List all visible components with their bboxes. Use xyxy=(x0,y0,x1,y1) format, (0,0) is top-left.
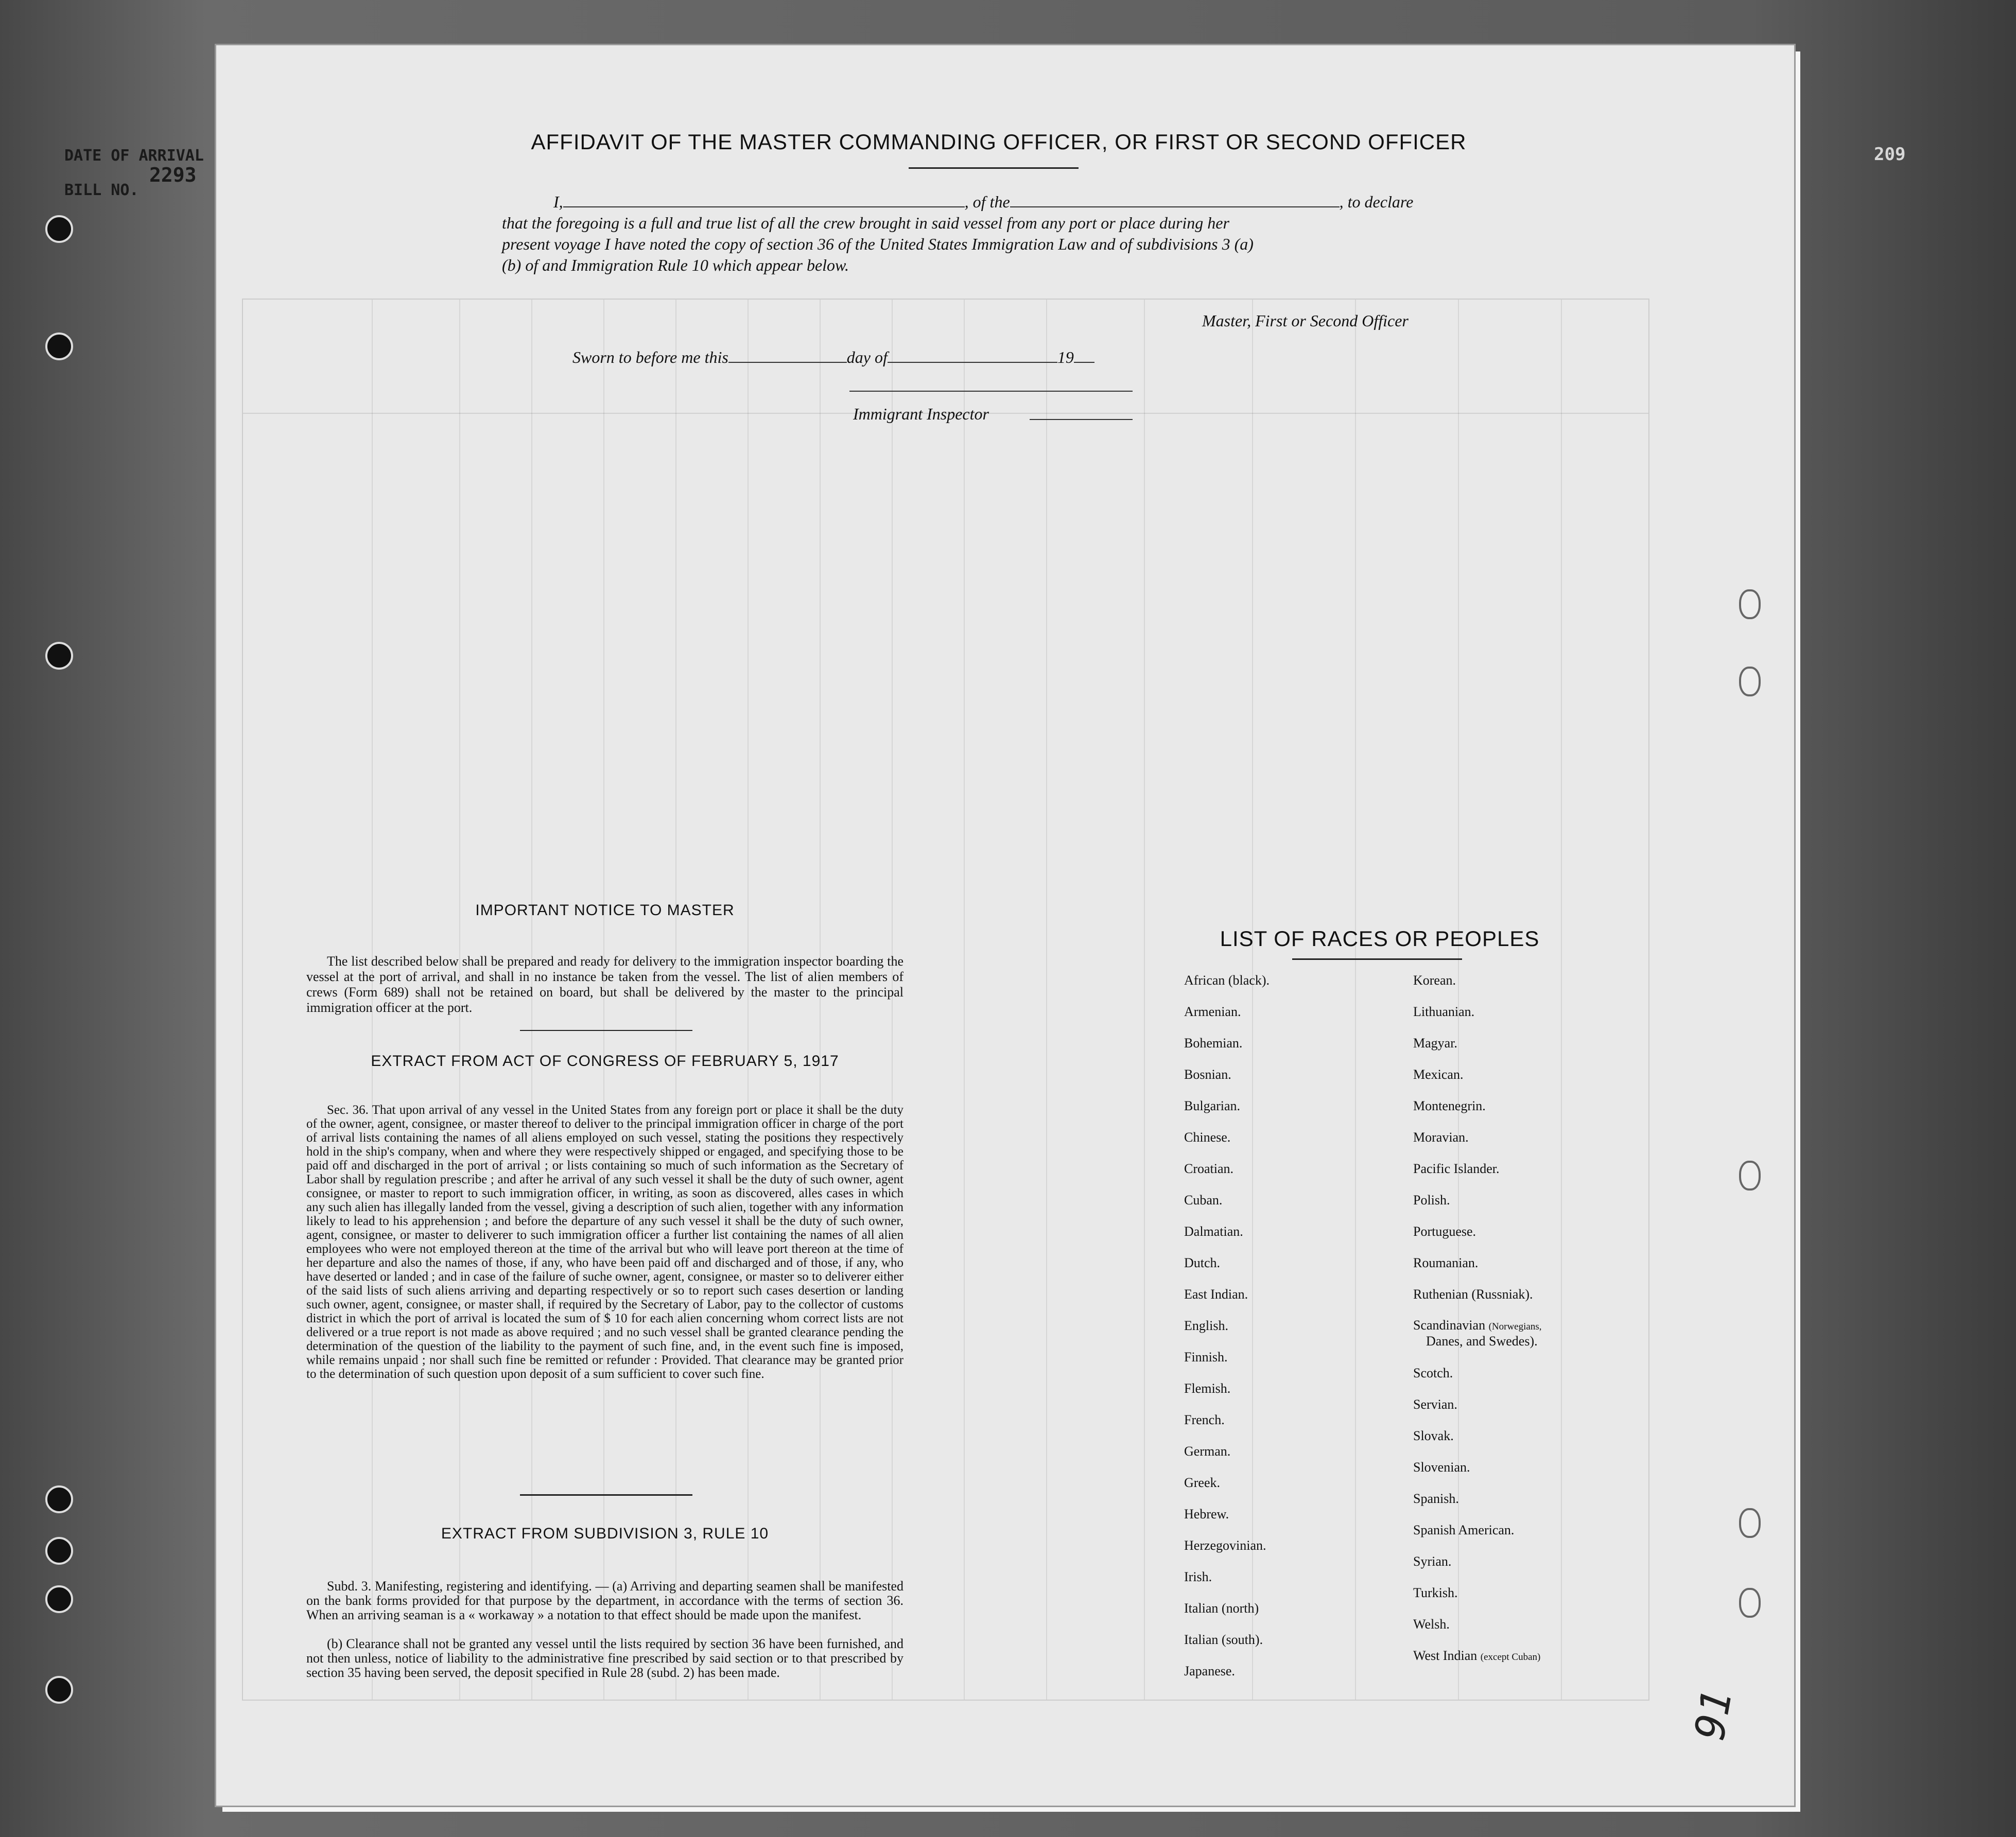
race-item: Finnish. xyxy=(1184,1350,1228,1364)
notice-body: The list described below shall be prepared and ready for delivery to the immigration inspector boarding the vessel at the port of arrival, and shall in no instance be taken from the vessel. The list of alien members of crews (Form 689) shall not be retained on board, but shall be delivered by the master to the principal immigration officer at the port. xyxy=(306,954,903,1015)
race-item: Bulgarian. xyxy=(1184,1098,1241,1113)
race-item: East Indian. xyxy=(1184,1287,1248,1302)
punch-hole-icon xyxy=(45,215,73,243)
punch-hole-icon xyxy=(45,1485,73,1513)
punch-hole-icon xyxy=(1739,1508,1761,1538)
master-signature-label: Master, First or Second Officer xyxy=(1202,311,1409,330)
race-west-indian-note: (except Cuban) xyxy=(1480,1652,1541,1663)
race-item: Servian. xyxy=(1413,1397,1457,1412)
race-item: Syrian. xyxy=(1413,1554,1452,1569)
affidavit-line-4: (b) of and Immigration Rule 10 which appear below. xyxy=(502,256,849,274)
punch-hole-icon xyxy=(1739,667,1761,696)
race-item: Italian (south). xyxy=(1184,1632,1263,1647)
race-item: Hebrew. xyxy=(1184,1507,1229,1521)
race-item: Dalmatian. xyxy=(1184,1224,1243,1239)
race-item: Spanish. xyxy=(1413,1491,1459,1506)
page-number: 209 xyxy=(1874,144,1906,165)
races-title-rule xyxy=(1292,958,1462,960)
race-item: Greek. xyxy=(1184,1475,1221,1490)
sworn-year-blank-field[interactable] xyxy=(1074,349,1094,363)
race-item: Chinese. xyxy=(1184,1130,1231,1145)
affidavit-line-2: that the foregoing is a full and true list of all the crew brought in said vessel from any port or place during her xyxy=(502,214,1229,232)
race-item: Cuban. xyxy=(1184,1193,1223,1208)
race-item: Welsh. xyxy=(1413,1617,1450,1632)
affidavit-title: AFFIDAVIT OF THE MASTER COMMANDING OFFICER, OR FIRST OR SECOND OFFICER xyxy=(531,130,1467,154)
race-item: Armenian. xyxy=(1184,1004,1241,1019)
title-rule xyxy=(909,167,1079,169)
punch-hole-icon xyxy=(1739,1161,1761,1191)
race-item: Portuguese. xyxy=(1413,1224,1476,1239)
race-item: Slovenian. xyxy=(1413,1460,1470,1475)
inspector-signature-line[interactable] xyxy=(849,378,1133,392)
race-item: Mexican. xyxy=(1413,1067,1464,1082)
race-item: Herzegovinian. xyxy=(1184,1538,1266,1553)
punch-hole-icon xyxy=(45,642,73,670)
inspector-trailing-line xyxy=(1030,407,1133,420)
race-item: Dutch. xyxy=(1184,1255,1221,1270)
punch-hole-icon xyxy=(1739,1588,1761,1618)
notice-rule xyxy=(520,1030,692,1031)
race-item: Bohemian. xyxy=(1184,1036,1243,1051)
race-item: Spanish American. xyxy=(1413,1523,1515,1537)
sworn-month-blank-field[interactable] xyxy=(888,349,1057,363)
race-item: Bosnian. xyxy=(1184,1067,1231,1082)
race-item: Magyar. xyxy=(1413,1036,1457,1051)
act-extract-rule xyxy=(520,1494,692,1496)
race-item: Korean. xyxy=(1413,973,1456,988)
punch-hole-icon xyxy=(45,1537,73,1565)
year-label: 19 xyxy=(1057,348,1074,366)
rule-extract-heading: EXTRACT FROM SUBDIVISION 3, RULE 10 xyxy=(441,1525,769,1542)
race-item: Japanese. xyxy=(1184,1664,1235,1678)
race-scandinavian-label: Scandinavian xyxy=(1413,1318,1486,1333)
vessel-blank-field[interactable] xyxy=(1010,194,1340,207)
race-item: Ruthenian (Russniak). xyxy=(1413,1287,1533,1302)
race-item: Croatian. xyxy=(1184,1161,1234,1176)
rule-extract-body-a: Subd. 3. Manifesting, registering and identifying. — (a) Arriving and departing seamen shall be manifested on the bank forms provided for that purpose by the department, in accordance with the terms of section 36. When an arriving seaman is a « workaway » a notation to that effect should be made upon the manifest. xyxy=(306,1579,903,1622)
race-item: German. xyxy=(1184,1444,1231,1459)
races-left-column xyxy=(1184,973,1270,1695)
sworn-label: Sworn to before me this xyxy=(572,348,728,366)
race-item: Scotch. xyxy=(1413,1366,1453,1380)
race-scandinavian-note-b: Danes, and Swedes). xyxy=(1426,1334,1538,1349)
race-west-indian-label: West Indian xyxy=(1413,1648,1478,1663)
sworn-day-blank-field[interactable] xyxy=(728,349,847,363)
punch-hole-icon xyxy=(45,333,73,360)
race-scandinavian-note-a: (Norwegians, xyxy=(1488,1321,1542,1332)
race-item: Roumanian. xyxy=(1413,1255,1479,1270)
punch-hole-icon xyxy=(1739,589,1761,619)
race-item: Italian (north) xyxy=(1184,1601,1259,1616)
name-blank-field[interactable] xyxy=(563,194,965,207)
races-right-column xyxy=(1413,973,1541,1679)
race-item: African (black). xyxy=(1184,973,1270,988)
day-of-label: day of xyxy=(846,348,888,366)
act-extract-body: Sec. 36. That upon arrival of any vessel in the United States from any foreign port or place it shall be the duty of the owner, agent, consignee, or master thereof to deliver to the principal immigration officer in charge of the port of arrival lists containing the names of all aliens employed on such vessel, stating the positions they respectively hold in the ship's company, when and where they were respectively shipped or engaged, and specifying those to be paid off and discharged in the port of arrival ; or lists containing so much of such information as the Secretary of Labor shall by regulation prescribe ; and after he arrival of any such vessel it shall be the duty of such owner, agent consignee, or master to report to such immigration officer, in writing, as soon as discovered, alles cases in which any such alien has illegally landed from the vessel, giving a description of such alien, together with any information likely to lead to his apprehension ; and before the departure of any such vessel it shall be the duty of such owner, agent, consignee, or master to deliverer to such immigration officer a further list containing the names of all alien employees who were not employed thereon at the time of the arrival but who will leave port thereon at the time of her departure and also the names of those, if any, who have been paid off and discharged and of those, if any, who have deserted or landed ; and in case of the failure of suche owner, agent, consignee, or master so to deliverer either of the said lists of such aliens arriving and departing respectively or so to report such cases desertion or landing such owner, agent, consignee, or master shall, if required by the Secretary of Labor, pay to the collector of customs district in which the port of arrival is located the sum of $ 10 for each alien concerning whom correct lists are not delivered or a true report is not made as above required ; and no such vessel shall be granted clearance pending the determination of the question of the liability to the payment of such fine, and, in the event such fine is imposed, while remains unpaid ; nor shall such fine be remitted or refunder : Provided. That clearance may be granted prior to the determination of such question upon deposit of a sum sufficient to cover such fine. xyxy=(306,1103,903,1381)
date-number-stamp: 2293 xyxy=(149,164,197,186)
affidavit-text xyxy=(502,191,1490,276)
race-item: Pacific Islander. xyxy=(1413,1161,1500,1176)
race-item: Polish. xyxy=(1413,1193,1450,1208)
bill-number-stamp: BILL NO. xyxy=(64,181,139,199)
affidavit-of-label: , of the xyxy=(964,193,1010,211)
affidavit-line-3: present voyage I have noted the copy of section 36 of the United States Immigration Law and of subdivisions 3 (a) xyxy=(502,235,1254,253)
sworn-line xyxy=(572,348,1094,367)
race-item: Moravian. xyxy=(1413,1130,1469,1145)
punch-hole-icon xyxy=(45,1676,73,1704)
punch-hole-icon xyxy=(45,1585,73,1613)
act-extract-heading: EXTRACT FROM ACT OF CONGRESS OF FEBRUARY 5, 1917 xyxy=(371,1053,839,1070)
race-item: Flemish. xyxy=(1184,1381,1231,1396)
race-item: Lithuanian. xyxy=(1413,1004,1475,1019)
race-item: Irish. xyxy=(1184,1569,1212,1584)
race-item-west-indian xyxy=(1413,1648,1541,1679)
race-item: Turkish. xyxy=(1413,1585,1458,1600)
race-item: Slovak. xyxy=(1413,1428,1454,1443)
race-item: English. xyxy=(1184,1318,1228,1333)
notice-heading: IMPORTANT NOTICE TO MASTER xyxy=(475,902,735,919)
rule-extract-body-b: (b) Clearance shall not be granted any vessel until the lists required by section 36 have been furnished, and not then unless, notice of liability to the administrative fine prescribed by said section or to that prescribed by section 35 having been served, the deposit specified in Rule 28 (subd. 2) has been made. xyxy=(306,1636,903,1680)
race-item: Montenegrin. xyxy=(1413,1098,1486,1113)
handwritten-mark: 91 xyxy=(1685,1686,1742,1744)
race-item: French. xyxy=(1184,1412,1225,1427)
races-title: LIST OF RACES OR PEOPLES xyxy=(1220,926,1540,951)
affidavit-i-label: I, xyxy=(553,193,563,211)
date-of-arrival-stamp: DATE OF ARRIVAL xyxy=(64,147,204,165)
affidavit-declare-label: , to declare xyxy=(1339,193,1414,211)
inspector-label: Immigrant Inspector xyxy=(853,405,989,423)
race-item-scandinavian xyxy=(1413,1318,1541,1366)
